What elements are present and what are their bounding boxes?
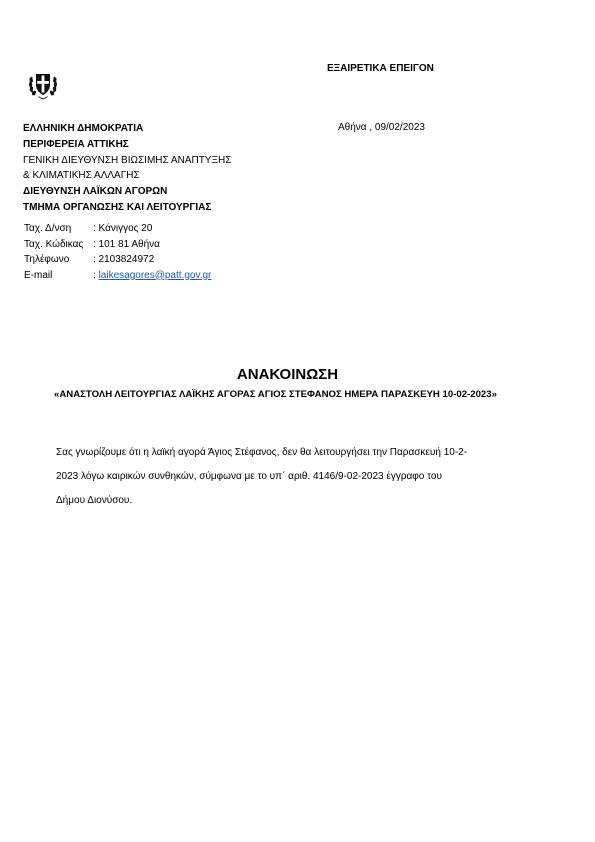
sender-region: ΠΕΡΙΦΕΡΕΙΑ ΑΤΤΙΚΗΣ <box>23 138 129 150</box>
sender-general-directorate-cont: & ΚΛΙΜΑΤΙΚΗΣ ΑΛΛΑΓΗΣ <box>23 170 140 182</box>
urgency-label: ΕΞΑΙΡΕΤΙΚΑ ΕΠΕΙΓΟΝ <box>327 63 434 74</box>
sender-department: ΤΜΗΜΑ ΟΡΓΑΝΩΣΗΣ ΚΑΙ ΛΕΙΤΟΥΡΓΙΑΣ <box>23 201 212 213</box>
contact-address-label: Ταχ. Δ/νση <box>24 223 72 234</box>
contact-email-value-wrap <box>93 268 211 284</box>
greek-coat-of-arms-icon <box>26 68 60 102</box>
body-line-3: Δήμου Διονύσου. <box>56 495 133 506</box>
contact-postal-label: Ταχ. Κώδικας <box>24 238 84 250</box>
announcement-body <box>56 441 526 513</box>
announcement-title-row <box>0 366 595 383</box>
body-line-1: Σας γνωρίζουμε ότι η λαϊκή αγορά Άγιος Στέφανος, δεν θα λειτουργήσει την Παρασκευή 10-2- <box>56 447 468 458</box>
sender-general-directorate: ΓΕΝΙΚΗ ΔΙΕΥΘΥΝΣΗ ΒΙΩΣΙΜΗΣ ΑΝΑΠΤΥΞΗΣ <box>23 154 232 166</box>
document-date: Αθήνα , 09/02/2023 <box>338 122 425 133</box>
sender-republic: ΕΛΛΗΝΙΚΗ ΔΗΜΟΚΡΑΤΙΑ <box>23 123 144 134</box>
announcement-subtitle-row <box>0 389 595 400</box>
announcement-title: ΑΝΑΚΟΙΝΩΣΗ <box>236 366 339 383</box>
sender-directorate: ΔΙΕΥΘΥΝΣΗ ΛΑΪΚΩΝ ΑΓΟΡΩΝ <box>23 186 168 198</box>
contact-address-value: : Κάνιγγος 20 <box>93 223 153 234</box>
body-line-2: 2023 λόγω καιρικών συνθηκών, σύμφωνα με το υπ΄ αριθ. 4146/9-02-2023 έγγραφο του <box>56 471 442 482</box>
contact-postal-value: : 101 81 Αθήνα <box>93 238 160 250</box>
contact-email-label: E-mail <box>24 269 53 281</box>
contact-phone-value: : 2103824972 <box>93 254 155 265</box>
sender-block <box>23 121 231 216</box>
announcement-subtitle: «ΑΝΑΣΤΟΛΗ ΛΕΙΤΟΥΡΓΙΑΣ ΛΑΪΚΗΣ ΑΓΟΡΑΣ ΑΓΙΟΣ ΣΤΕΦΑΝΟΣ ΗΜΕΡΑ ΠΑΡΑΣΚΕΥΗ 10-02-2023» <box>54 389 497 400</box>
contact-phone-label: Τηλέφωνο <box>24 254 70 265</box>
email-link[interactable]: laikesagores@patt.gov.gr <box>98 269 212 281</box>
contact-email-prefix: : <box>93 269 99 281</box>
